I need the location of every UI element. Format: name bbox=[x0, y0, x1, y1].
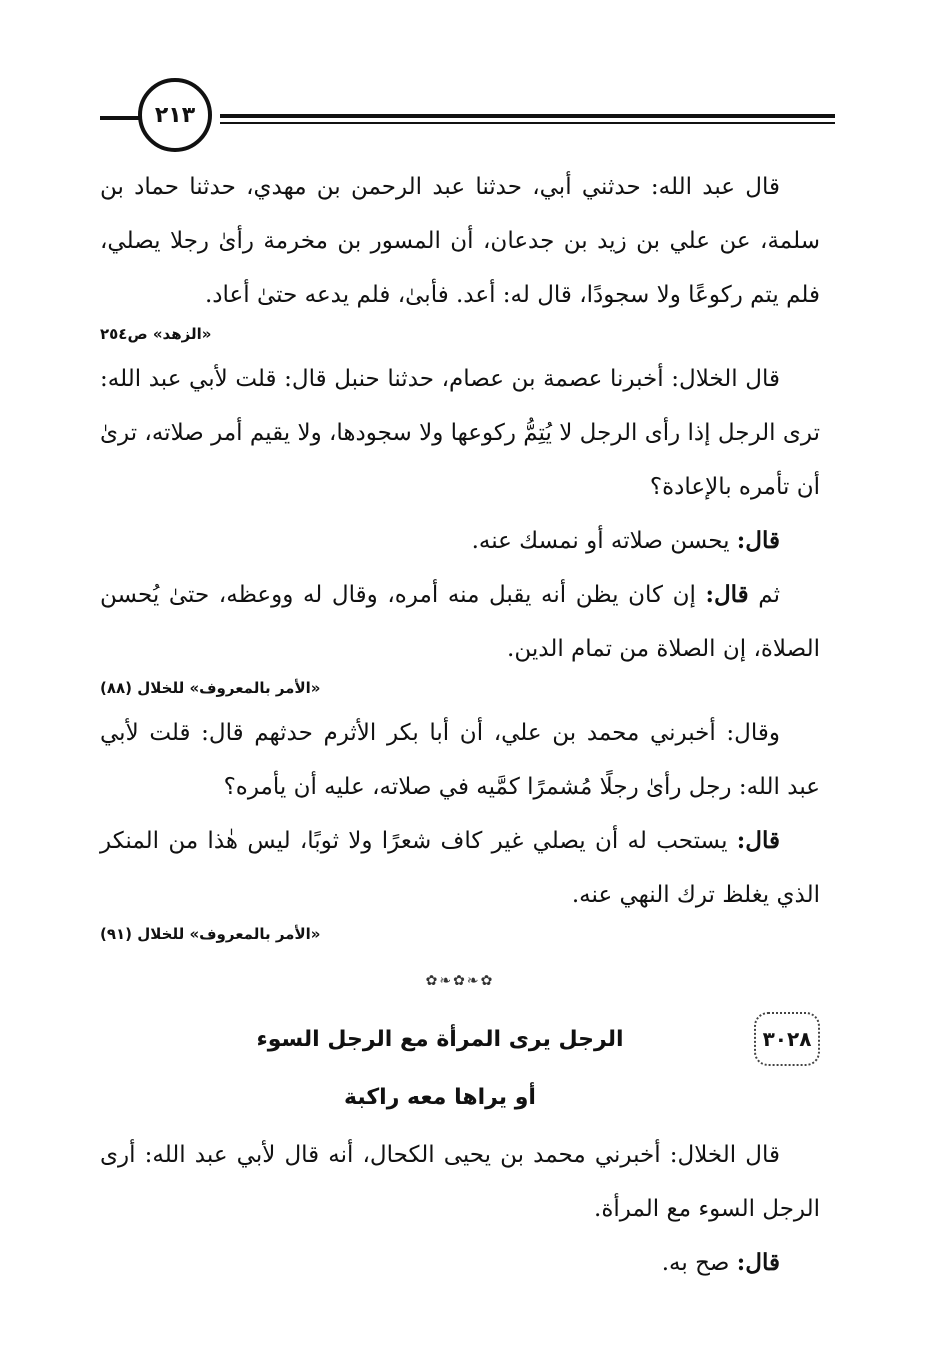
source-citation-1: «الزهد» ص٢٥٤ bbox=[100, 325, 212, 343]
answer-label: قال: bbox=[736, 1249, 780, 1276]
page-body bbox=[100, 160, 820, 1290]
paragraph-2-then bbox=[100, 568, 820, 676]
answer-text: يستحب له أن يصلي غير كاف شعرًا ولا ثوبًا، ليس هٰذا من المنكر الذي يغلظ ترك النهي عنه. bbox=[100, 828, 820, 908]
header-rule-thick bbox=[220, 114, 835, 118]
then-prefix: ثم bbox=[748, 582, 780, 608]
page-number: ٢١٣ bbox=[138, 78, 212, 152]
section-answer bbox=[100, 1236, 820, 1290]
answer-text: صح به. bbox=[661, 1250, 737, 1276]
then-label: قال: bbox=[705, 581, 749, 608]
answer-text: يحسن صلاته أو نمسك عنه. bbox=[471, 528, 737, 554]
paragraph-2-answer bbox=[100, 514, 820, 568]
section-heading bbox=[100, 1012, 820, 1068]
answer-label: قال: bbox=[736, 527, 780, 554]
paragraph-3-answer bbox=[100, 814, 820, 922]
page-header bbox=[100, 78, 835, 158]
section-paragraph-1: قال الخلال: أخبرني محمد بن يحيى الكحال، أنه قال لأبي عبد الله: أرى الرجل السوء مع المرأة. bbox=[100, 1142, 820, 1222]
source-citation-3: «الأمر بالمعروف» للخلال (٩١) bbox=[100, 925, 321, 943]
then-text: إن كان يظن أنه يقبل منه أمره، وقال له ووعظه، حتىٰ يُحسن الصلاة، إن الصلاة من تمام الدين. bbox=[100, 582, 820, 662]
section-subtitle: أو يراها معه راكبة bbox=[344, 1085, 536, 1110]
header-rule-thin bbox=[220, 122, 835, 124]
section-title: الرجل يرى المرأة مع الرجل السوء bbox=[256, 1027, 624, 1052]
section-number-badge: ٣٠٢٨ bbox=[754, 1012, 820, 1066]
section-divider-ornament: ✿❧✿❧✿ bbox=[425, 973, 495, 989]
header-rule-left bbox=[100, 116, 140, 120]
paragraph-2: قال الخلال: أخبرنا عصمة بن عصام، حدثنا حنبل قال: قلت لأبي عبد الله: ترى الرجل إذا رأى الرجل لا يُتِمُّ ركوعها ولا سجودها، ولا يقيم أمر صلاته، ترىٰ أن تأمره بالإعادة؟ bbox=[100, 366, 820, 500]
paragraph-3: وقال: أخبرني محمد بن علي، أن أبا بكر الأثرم حدثهم قال: قلت لأبي عبد الله: رجل رأىٰ رجلًا مُشمرًا كمَّيه في صلاته، عليه أن يأمره؟ bbox=[100, 720, 820, 800]
answer-label: قال: bbox=[736, 827, 780, 854]
paragraph-1: قال عبد الله: حدثني أبي، حدثنا عبد الرحمن بن مهدي، حدثنا حماد بن سلمة، عن علي بن زيد بن جدعان، أن المسور بن مخرمة رأىٰ رجلا يصلي، فلم يتم ركوعًا ولا سجودًا، قال له: أعد. فأبىٰ، فلم يدعه حتىٰ أعاد. bbox=[100, 174, 820, 308]
source-citation-2: «الأمر بالمعروف» للخلال (٨٨) bbox=[100, 679, 321, 697]
